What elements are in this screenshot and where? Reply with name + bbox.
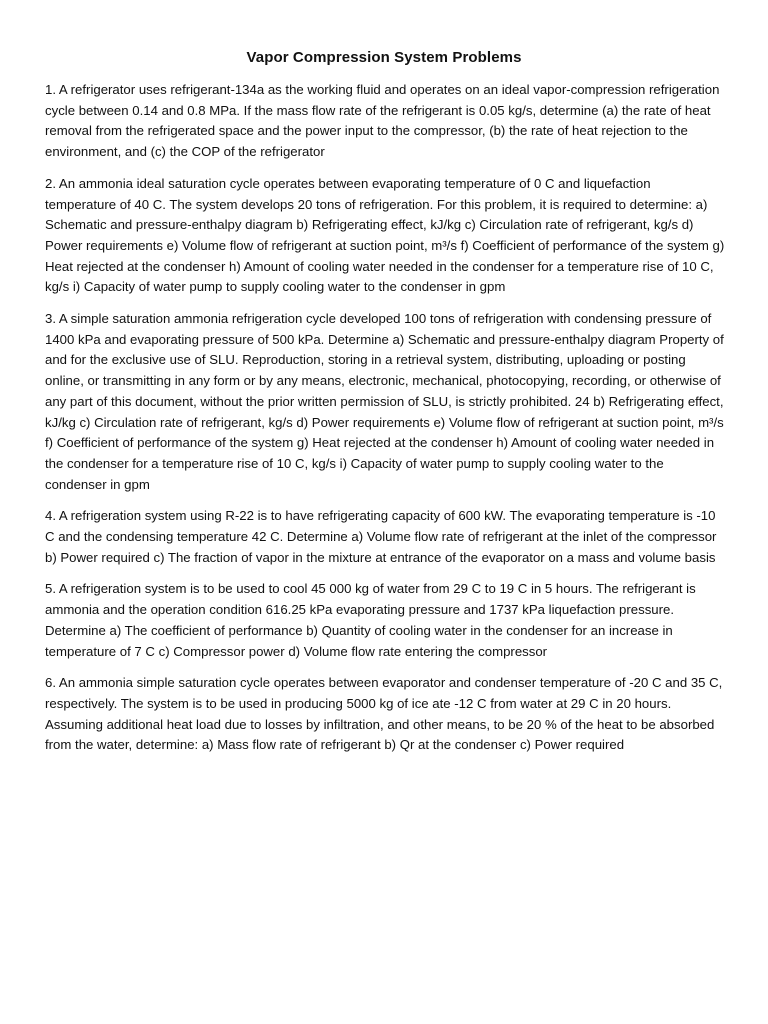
problem-4: 4. A refrigeration system using R-22 is to have refrigerating capacity of 600 kW. The evaporating temperature is -10 C and the condensing temperature 42 C. Determine a) Volume flow rate of refrigerant at the inlet of the compressor b) Power required c) The fraction of vapor in the mixture at entrance of the evaporator on a mass and volume basis bbox=[45, 508, 717, 565]
problem-6: 6. An ammonia simple saturation cycle operates between evaporator and condenser temperature of -20 C and 35 C, respectively. The system is to be used in producing 5000 kg of ice ate -12 C from water at 29 C in 20 hours. Assuming additional heat load due to losses by infiltration, and other means, to be 20 % of the heat to be absorbed from the water, determine: a) Mass flow rate of refrigerant b) Qr at the condenser c) Power required bbox=[45, 675, 723, 753]
problem-list bbox=[45, 80, 725, 767]
document-title: Vapor Compression System Problems bbox=[246, 49, 522, 66]
problem-2: 2. An ammonia ideal saturation cycle operates between evaporating temperature of 0 C and liquefaction temperature of 40 C. The system develops 20 tons of refrigeration. For this problem, it is required to determine: a) Schematic and pressure-enthalpy diagram b) Refrigerating effect, kJ/kg c) Circulation rate of refrigerant, kg/s d) Power requirements e) Volume flow of refrigerant at suction point, m³/s f) Coefficient of performance of the system g) Heat rejected at the condenser h) Amount of cooling water needed in the condenser for a temperature rise of 10 C, kg/s i) Capacity of water pump to supply cooling water to the condenser in gpm bbox=[45, 175, 725, 295]
problem-1: 1. A refrigerator uses refrigerant-134a as the working fluid and operates on an ideal vapor-compression refrigeration cycle between 0.14 and 0.8 MPa. If the mass flow rate of the refrigerant is 0.05 kg/s, determine (a) the rate of heat removal from the refrigerated space and the power input to the compressor, (b) the rate of heat rejection to the environment, and (c) the COP of the refrigerator bbox=[45, 82, 720, 160]
problem-3: 3. A simple saturation ammonia refrigeration cycle developed 100 tons of refrigeration with condensing pressure of 1400 kPa and evaporating pressure of 500 kPa. Determine a) Schematic and pressure-enthalpy diagram Property of and for the exclusive use of SLU. Reproduction, storing in a retrieval system, distributing, uploading or posting online, or transmitting in any form or by any means, electronic, mechanical, photocopying, recording, or otherwise of any part of this document, without the prior written permission of SLU, is strictly prohibited. 24 b) Refrigerating effect, kJ/kg c) Circulation rate of refrigerant, kg/s d) Power requirements e) Volume flow of refrigerant at suction point, m³/s f) Coefficient of performance of the system g) Heat rejected at the condenser h) Amount of cooling water needed in the condenser for a temperature rise of 10 C, kg/s i) Capacity of water pump to supply cooling water to the condenser in gpm bbox=[45, 311, 724, 492]
problem-5: 5. A refrigeration system is to be used to cool 45 000 kg of water from 29 C to 19 C in 5 hours. The refrigerant is ammonia and the operation condition 616.25 kPa evaporating pressure and 1737 kPa liquefaction pressure. Determine a) The coefficient of performance b) Quantity of cooling water in the condenser for an increase in temperature of 7 C c) Compressor power d) Volume flow rate entering the compressor bbox=[45, 581, 696, 659]
